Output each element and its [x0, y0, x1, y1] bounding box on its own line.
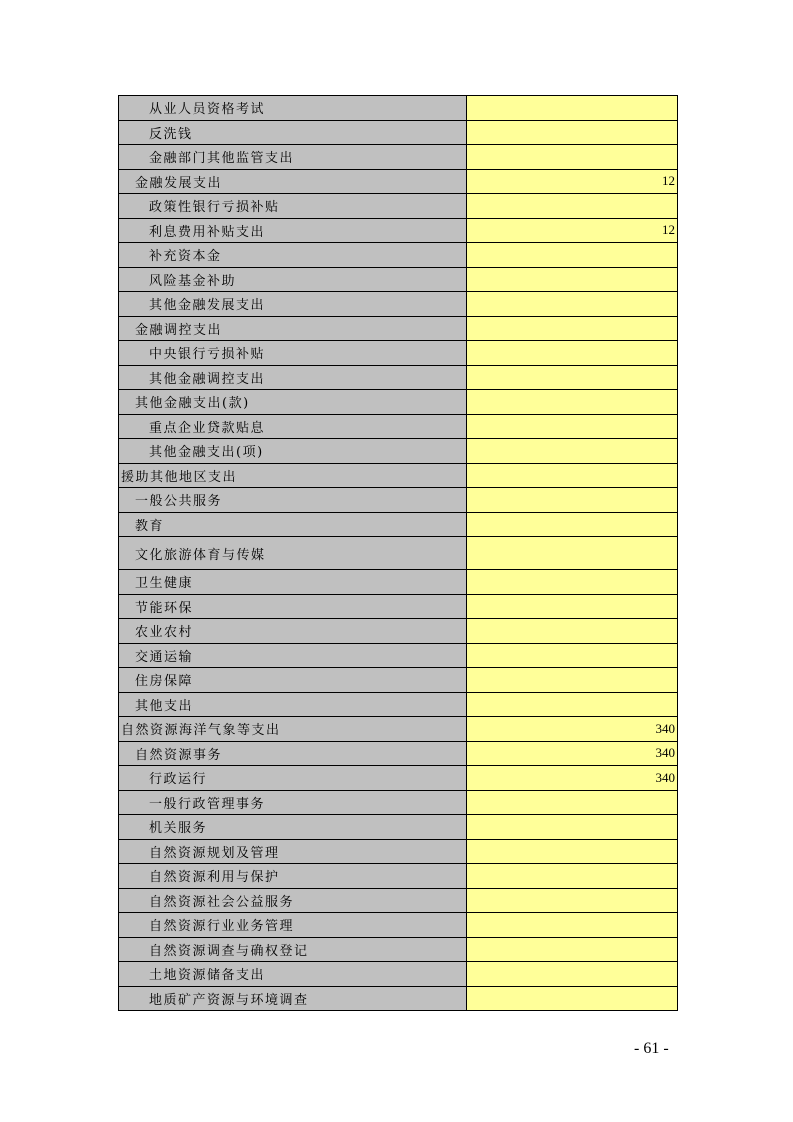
table-row	[119, 268, 678, 293]
table-row	[119, 366, 678, 391]
table-row	[119, 864, 678, 889]
row-label: 行政运行	[119, 766, 467, 790]
row-value	[467, 693, 678, 717]
row-label: 农业农村	[119, 619, 467, 643]
row-label: 地质矿产资源与环境调查	[119, 987, 467, 1011]
row-value	[467, 938, 678, 962]
row-label: 从业人员资格考试	[119, 96, 467, 120]
table-row	[119, 938, 678, 963]
row-value	[467, 513, 678, 537]
page-number: - 61 -	[634, 1040, 669, 1057]
row-label: 自然资源海洋气象等支出	[119, 717, 467, 741]
row-label: 自然资源社会公益服务	[119, 889, 467, 913]
row-label: 一般行政管理事务	[119, 791, 467, 815]
table-row	[119, 96, 678, 121]
table-row	[119, 619, 678, 644]
row-value	[467, 145, 678, 169]
table-row	[119, 145, 678, 170]
table-row	[119, 243, 678, 268]
row-label: 其他金融支出(项)	[119, 439, 467, 463]
row-value	[467, 194, 678, 218]
row-value	[467, 570, 678, 594]
table-row	[119, 415, 678, 440]
row-value	[467, 292, 678, 316]
row-value	[467, 268, 678, 292]
row-value	[467, 791, 678, 815]
row-value	[467, 439, 678, 463]
row-label: 机关服务	[119, 815, 467, 839]
row-label: 节能环保	[119, 595, 467, 619]
table-row	[119, 815, 678, 840]
row-value	[467, 619, 678, 643]
table-row	[119, 742, 678, 767]
table-row	[119, 537, 678, 570]
row-label: 补充资本金	[119, 243, 467, 267]
budget-table	[118, 95, 678, 1011]
row-value	[467, 96, 678, 120]
row-label: 教育	[119, 513, 467, 537]
row-label: 其他金融调控支出	[119, 366, 467, 390]
row-value	[467, 913, 678, 937]
row-label: 其他金融发展支出	[119, 292, 467, 316]
table-row	[119, 962, 678, 987]
table-row	[119, 595, 678, 620]
table-row	[119, 464, 678, 489]
row-label: 自然资源调查与确权登记	[119, 938, 467, 962]
row-label: 反洗钱	[119, 121, 467, 145]
row-value: 340	[467, 766, 678, 790]
row-value: 12	[467, 170, 678, 194]
row-value	[467, 668, 678, 692]
row-value	[467, 341, 678, 365]
row-label: 利息费用补贴支出	[119, 219, 467, 243]
table-row	[119, 341, 678, 366]
row-value	[467, 987, 678, 1011]
table-row	[119, 121, 678, 146]
row-label: 住房保障	[119, 668, 467, 692]
table-row	[119, 668, 678, 693]
row-value	[467, 537, 678, 569]
row-label: 一般公共服务	[119, 488, 467, 512]
table-row	[119, 488, 678, 513]
row-label: 其他支出	[119, 693, 467, 717]
row-label: 中央银行亏损补贴	[119, 341, 467, 365]
row-label: 自然资源规划及管理	[119, 840, 467, 864]
table-row	[119, 194, 678, 219]
row-label: 援助其他地区支出	[119, 464, 467, 488]
table-row	[119, 570, 678, 595]
table-row	[119, 390, 678, 415]
row-value	[467, 840, 678, 864]
row-value	[467, 864, 678, 888]
row-label: 金融发展支出	[119, 170, 467, 194]
row-value	[467, 488, 678, 512]
table-row	[119, 292, 678, 317]
table-row	[119, 317, 678, 342]
table-row	[119, 644, 678, 669]
row-value	[467, 889, 678, 913]
row-value	[467, 415, 678, 439]
row-value	[467, 366, 678, 390]
row-label: 自然资源行业业务管理	[119, 913, 467, 937]
row-value	[467, 390, 678, 414]
table-row	[119, 219, 678, 244]
row-label: 重点企业贷款贴息	[119, 415, 467, 439]
row-value: 12	[467, 219, 678, 243]
row-label: 土地资源储备支出	[119, 962, 467, 986]
row-label: 自然资源利用与保护	[119, 864, 467, 888]
row-value	[467, 962, 678, 986]
table-row	[119, 717, 678, 742]
row-label: 自然资源事务	[119, 742, 467, 766]
row-label: 政策性银行亏损补贴	[119, 194, 467, 218]
table-row	[119, 439, 678, 464]
row-value: 340	[467, 742, 678, 766]
row-label: 交通运输	[119, 644, 467, 668]
row-value	[467, 644, 678, 668]
row-value	[467, 243, 678, 267]
table-row	[119, 170, 678, 195]
row-label: 金融部门其他监管支出	[119, 145, 467, 169]
table-row	[119, 913, 678, 938]
row-label: 文化旅游体育与传媒	[119, 537, 467, 569]
table-row	[119, 791, 678, 816]
row-label: 其他金融支出(款)	[119, 390, 467, 414]
row-label: 金融调控支出	[119, 317, 467, 341]
table-row	[119, 766, 678, 791]
row-value	[467, 464, 678, 488]
table-row	[119, 693, 678, 718]
row-value	[467, 317, 678, 341]
table-row	[119, 840, 678, 865]
table-row	[119, 987, 678, 1012]
row-value	[467, 595, 678, 619]
table-row	[119, 513, 678, 538]
row-value	[467, 121, 678, 145]
row-value: 340	[467, 717, 678, 741]
table-row	[119, 889, 678, 914]
row-value	[467, 815, 678, 839]
row-label: 风险基金补助	[119, 268, 467, 292]
row-label: 卫生健康	[119, 570, 467, 594]
